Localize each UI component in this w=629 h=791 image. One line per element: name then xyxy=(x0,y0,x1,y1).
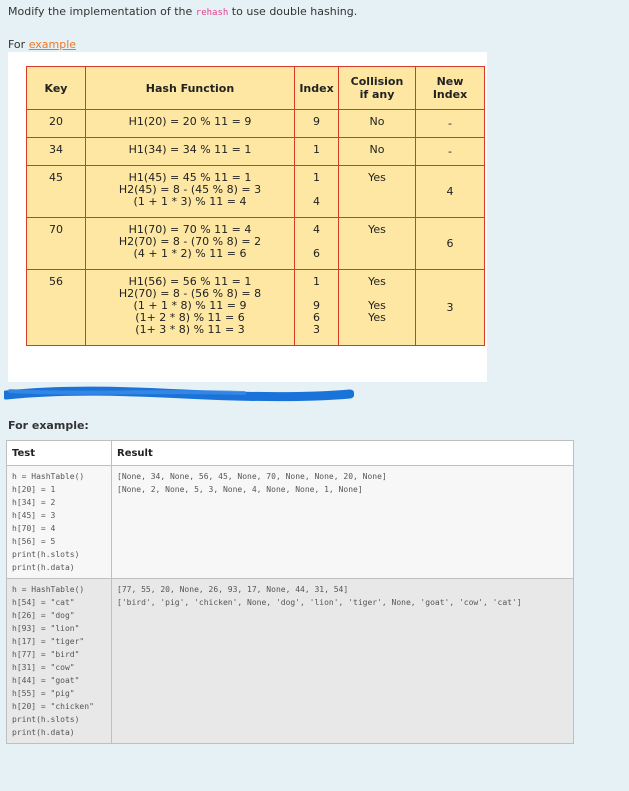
example-link[interactable]: example xyxy=(28,38,77,51)
test-code-line: h[56] = 5 xyxy=(12,537,56,546)
collision-cell-line xyxy=(339,196,415,208)
index-cell-line: 6 xyxy=(313,311,320,324)
hash-function-cell-line: H1(70) = 70 % 11 = 4 xyxy=(128,223,252,236)
new-index-cell: 6 xyxy=(416,218,485,270)
test-table-header-row xyxy=(7,441,574,466)
index-cell-line: 9 xyxy=(313,115,320,128)
test-case-row xyxy=(7,466,574,579)
result-output-line: ['bird', 'pig', 'chicken', None, 'dog', 'lion', 'tiger', None, 'goat', 'cow', 'cat'] xyxy=(117,598,522,607)
hash-function-cell xyxy=(86,166,295,218)
index-cell xyxy=(295,166,339,218)
index-cell-line: 9 xyxy=(313,299,320,312)
test-code-line: h[93] = "lion" xyxy=(12,624,80,633)
hash-table-row xyxy=(27,138,485,166)
test-code-line: h[20] = "chicken" xyxy=(12,702,94,711)
index-cell-line: 1 xyxy=(313,171,320,184)
collision-cell-line: No xyxy=(369,115,385,128)
hash-function-cell-line: H1(20) = 20 % 11 = 9 xyxy=(128,115,252,128)
test-case-row xyxy=(7,579,574,744)
collision-cell xyxy=(339,166,416,218)
test-code-line: h[77] = "bird" xyxy=(12,650,80,659)
index-cell-line: 1 xyxy=(313,143,320,156)
index-cell xyxy=(295,110,339,138)
hash-function-cell-line: (1+ 2 * 8) % 11 = 6 xyxy=(135,311,245,324)
test-code-line: h[26] = "dog" xyxy=(12,611,75,620)
new-index-cell: - xyxy=(416,138,485,166)
for-example-heading: For example: xyxy=(8,419,89,432)
test-code-line: print(h.slots) xyxy=(12,715,80,724)
instruction-text xyxy=(8,5,357,18)
collision-cell-line xyxy=(339,324,415,336)
test-code-line: h[17] = "tiger" xyxy=(12,637,85,646)
test-code-line: print(h.data) xyxy=(12,563,75,572)
key-cell: 45 xyxy=(27,166,86,218)
test-code-line: h[44] = "goat" xyxy=(12,676,80,685)
test-code-line: h[55] = "pig" xyxy=(12,689,75,698)
key-cell: 56 xyxy=(27,270,86,346)
hash-function-cell-line: (1 + 1 * 8) % 11 = 9 xyxy=(133,299,247,312)
key-cell: 70 xyxy=(27,218,86,270)
collision-cell xyxy=(339,110,416,138)
header-index: Index xyxy=(295,67,339,110)
hash-function-cell-line: (4 + 1 * 2) % 11 = 6 xyxy=(133,247,247,260)
collision-cell xyxy=(339,218,416,270)
hash-function-cell xyxy=(86,110,295,138)
test-code-line: h[31] = "cow" xyxy=(12,663,75,672)
collision-cell xyxy=(339,138,416,166)
header-collision-line1: Collision xyxy=(350,75,404,88)
header-hash-function: Hash Function xyxy=(86,67,295,110)
header-new-index xyxy=(416,67,485,110)
new-index-cell: - xyxy=(416,110,485,138)
header-result: Result xyxy=(112,441,574,466)
redaction-scribble xyxy=(4,386,354,402)
index-cell xyxy=(295,218,339,270)
test-code-line: h[34] = 2 xyxy=(12,498,56,507)
header-collision-line2: if any xyxy=(359,88,395,101)
hash-table-row xyxy=(27,270,485,346)
test-code-line: h = HashTable() xyxy=(12,472,85,481)
hash-function-cell-line: H1(56) = 56 % 11 = 1 xyxy=(128,275,252,288)
hash-table-row xyxy=(27,218,485,270)
index-cell-line: 4 xyxy=(313,195,320,208)
hash-function-cell-line: H2(45) = 8 - (45 % 8) = 3 xyxy=(118,183,262,196)
for-prefix: For xyxy=(8,38,29,51)
index-cell xyxy=(295,270,339,346)
result-output-line: [77, 55, 20, None, 26, 93, 17, None, 44, 31, 54] xyxy=(117,585,349,594)
test-code-line: h[20] = 1 xyxy=(12,485,56,494)
header-collision xyxy=(339,67,416,110)
instruction-before: Modify the implementation of the xyxy=(8,5,196,18)
header-test: Test xyxy=(7,441,112,466)
hash-function-cell xyxy=(86,138,295,166)
result-output-line: [None, 34, None, 56, 45, None, 70, None, None, 20, None] xyxy=(117,472,387,481)
result-output-cell xyxy=(112,466,574,579)
test-result-table xyxy=(6,440,574,744)
test-code-line: h[45] = 3 xyxy=(12,511,56,520)
collision-cell-line: Yes xyxy=(368,171,386,184)
hash-function-cell xyxy=(86,270,295,346)
hash-function-cell-line: (1 + 1 * 3) % 11 = 4 xyxy=(133,195,247,208)
collision-cell-line: Yes xyxy=(368,299,386,312)
index-cell xyxy=(295,138,339,166)
collision-cell-line xyxy=(339,236,415,248)
key-cell: 34 xyxy=(27,138,86,166)
test-code-cell xyxy=(7,466,112,579)
collision-cell-line xyxy=(339,184,415,196)
collision-cell-line: Yes xyxy=(368,223,386,236)
test-code-line: h[54] = "cat" xyxy=(12,598,75,607)
new-index-cell: 3 xyxy=(416,270,485,346)
hash-table-row xyxy=(27,166,485,218)
test-code-line: h = HashTable() xyxy=(12,585,85,594)
collision-cell-line: Yes xyxy=(368,311,386,324)
index-cell-line: 6 xyxy=(313,247,320,260)
hash-function-cell-line: H1(34) = 34 % 11 = 1 xyxy=(128,143,252,156)
test-code-cell xyxy=(7,579,112,744)
instruction-after: to use double hashing. xyxy=(228,5,358,18)
hash-table-image xyxy=(8,52,487,382)
result-output-line: [None, 2, None, 5, 3, None, 4, None, None, 1, None] xyxy=(117,485,363,494)
collision-cell-line xyxy=(339,248,415,260)
index-cell-line: 3 xyxy=(313,323,320,336)
collision-cell xyxy=(339,270,416,346)
result-output-cell xyxy=(112,579,574,744)
header-new-index-line2: Index xyxy=(432,88,468,101)
index-cell-line: 4 xyxy=(313,223,320,236)
header-new-index-line1: New xyxy=(436,75,464,88)
key-cell: 20 xyxy=(27,110,86,138)
new-index-cell: 4 xyxy=(416,166,485,218)
header-key: Key xyxy=(27,67,86,110)
double-hashing-table xyxy=(26,66,485,346)
test-code-line: print(h.data) xyxy=(12,728,75,737)
test-code-line: print(h.slots) xyxy=(12,550,80,559)
hash-function-cell-line: H2(70) = 8 - (56 % 8) = 8 xyxy=(118,287,262,300)
test-code-line: h[70] = 4 xyxy=(12,524,56,533)
for-example-line xyxy=(8,38,76,51)
hash-function-cell-line: (1+ 3 * 8) % 11 = 3 xyxy=(135,323,245,336)
index-cell-line: 1 xyxy=(313,275,320,288)
hash-table-row xyxy=(27,110,485,138)
hash-table-header-row xyxy=(27,67,485,110)
collision-cell-line: No xyxy=(369,143,385,156)
rehash-code: rehash xyxy=(195,8,229,18)
hash-function-cell-line: H1(45) = 45 % 11 = 1 xyxy=(128,171,252,184)
collision-cell-line: Yes xyxy=(368,275,386,288)
hash-function-cell-line: H2(70) = 8 - (70 % 8) = 2 xyxy=(118,235,262,248)
hash-function-cell xyxy=(86,218,295,270)
